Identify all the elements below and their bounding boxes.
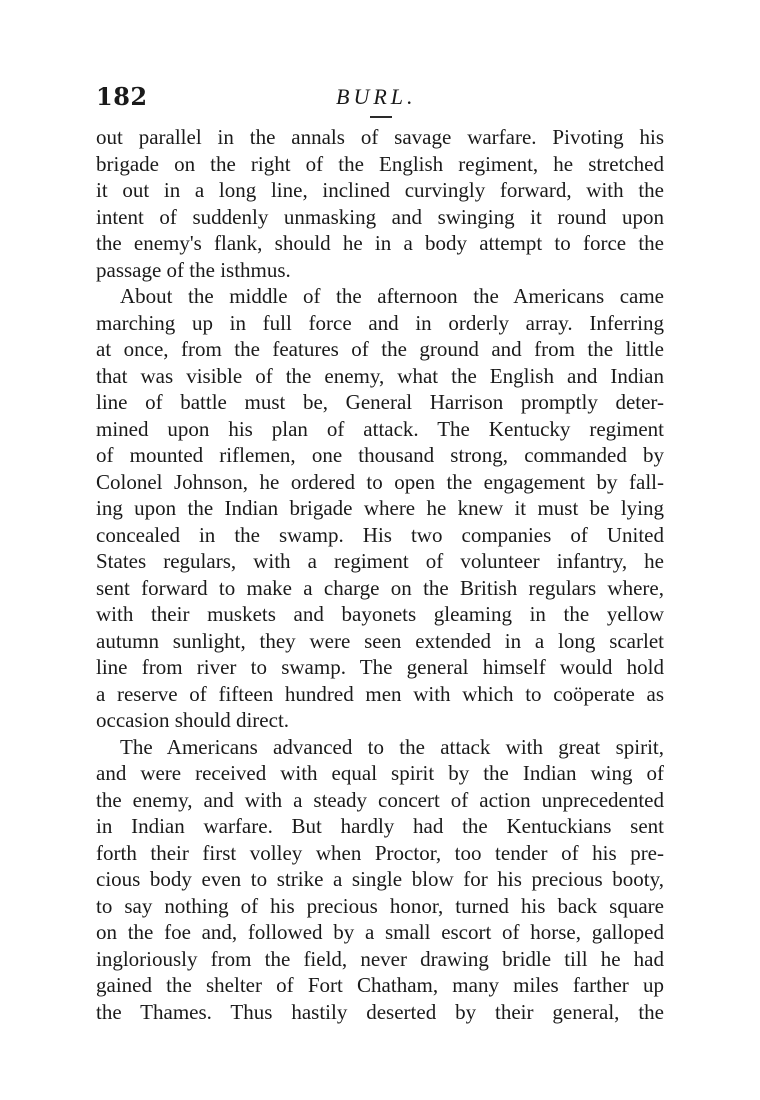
running-title: BURL. [336, 84, 417, 109]
text-line: to say nothing of his precious honor, turned his back square [96, 893, 664, 918]
text-line: with their muskets and bayonets gleaming in the yellow [96, 602, 664, 626]
paragraph-1 [96, 124, 664, 283]
paragraph-2 [96, 283, 664, 734]
page-header [96, 82, 664, 116]
text-line: the enemy's flank, should he in a body attempt to force the [96, 231, 664, 255]
text-line: mined upon his plan of attack. The Kentucky regiment [96, 416, 664, 441]
text-line: line of battle must be, General Harrison promptly deter- [96, 390, 664, 414]
text-line: brigade on the right of the English regiment, he stretched [96, 151, 664, 176]
text-line: the Thames. Thus hastily deserted by their general, the [96, 999, 664, 1024]
text-line: ingloriously from the field, never drawing bridle till he had [96, 946, 664, 971]
text-line: and were received with equal spirit by the Indian wing of [96, 761, 664, 785]
paragraph-3 [96, 734, 664, 1026]
text-line: forth their first volley when Proctor, too tender of his pre- [96, 840, 664, 865]
text-line: marching up in full force and in orderly array. Inferring [96, 310, 664, 335]
text-line: ing upon the Indian brigade where he knew it must be lying [96, 496, 664, 520]
text-line: it out in a long line, inclined curvingly forward, with the [96, 178, 664, 202]
text-line: in Indian warfare. But hardly had the Kentuckians sent [96, 814, 664, 838]
text-line: the enemy, and with a steady concert of action unprecedented [96, 787, 664, 812]
header-rule [370, 116, 392, 118]
text-line: About the middle of the afternoon the Americans came [120, 284, 664, 308]
text-line: a reserve of fifteen hundred men with which to coöperate as [96, 681, 664, 706]
text-line: concealed in the swamp. His two companies of United [96, 522, 664, 547]
text-line: autumn sunlight, they were seen extended in a long scarlet [96, 628, 664, 653]
body-text [96, 124, 664, 1025]
text-line: States regulars, with a regiment of volunteer infantry, he [96, 549, 664, 573]
text-line: intent of suddenly unmasking and swinging it round upon [96, 204, 664, 229]
text-line: occasion should direct. [96, 708, 290, 732]
text-line: of mounted riflemen, one thousand strong, commanded by [96, 443, 664, 467]
text-line: cious body even to strike a single blow for his precious booty, [96, 867, 664, 891]
text-line: that was visible of the enemy, what the English and Indian [96, 363, 664, 388]
text-line: sent forward to make a charge on the British regulars where, [96, 575, 664, 600]
text-line: The Americans advanced to the attack with great spirit, [120, 734, 664, 759]
page-number: 182 [96, 82, 148, 111]
text-line: out parallel in the annals of savage warfare. Pivoting his [96, 125, 664, 149]
text-line: at once, from the features of the ground and from the little [96, 337, 664, 361]
text-line: Colonel Johnson, he ordered to open the engagement by fall- [96, 469, 664, 494]
text-line: on the foe and, followed by a small escort of horse, galloped [96, 920, 664, 944]
text-line: line from river to swamp. The general himself would hold [96, 655, 664, 679]
text-line: gained the shelter of Fort Chatham, many miles farther up [96, 973, 664, 997]
text-line: passage of the isthmus. [96, 257, 291, 282]
